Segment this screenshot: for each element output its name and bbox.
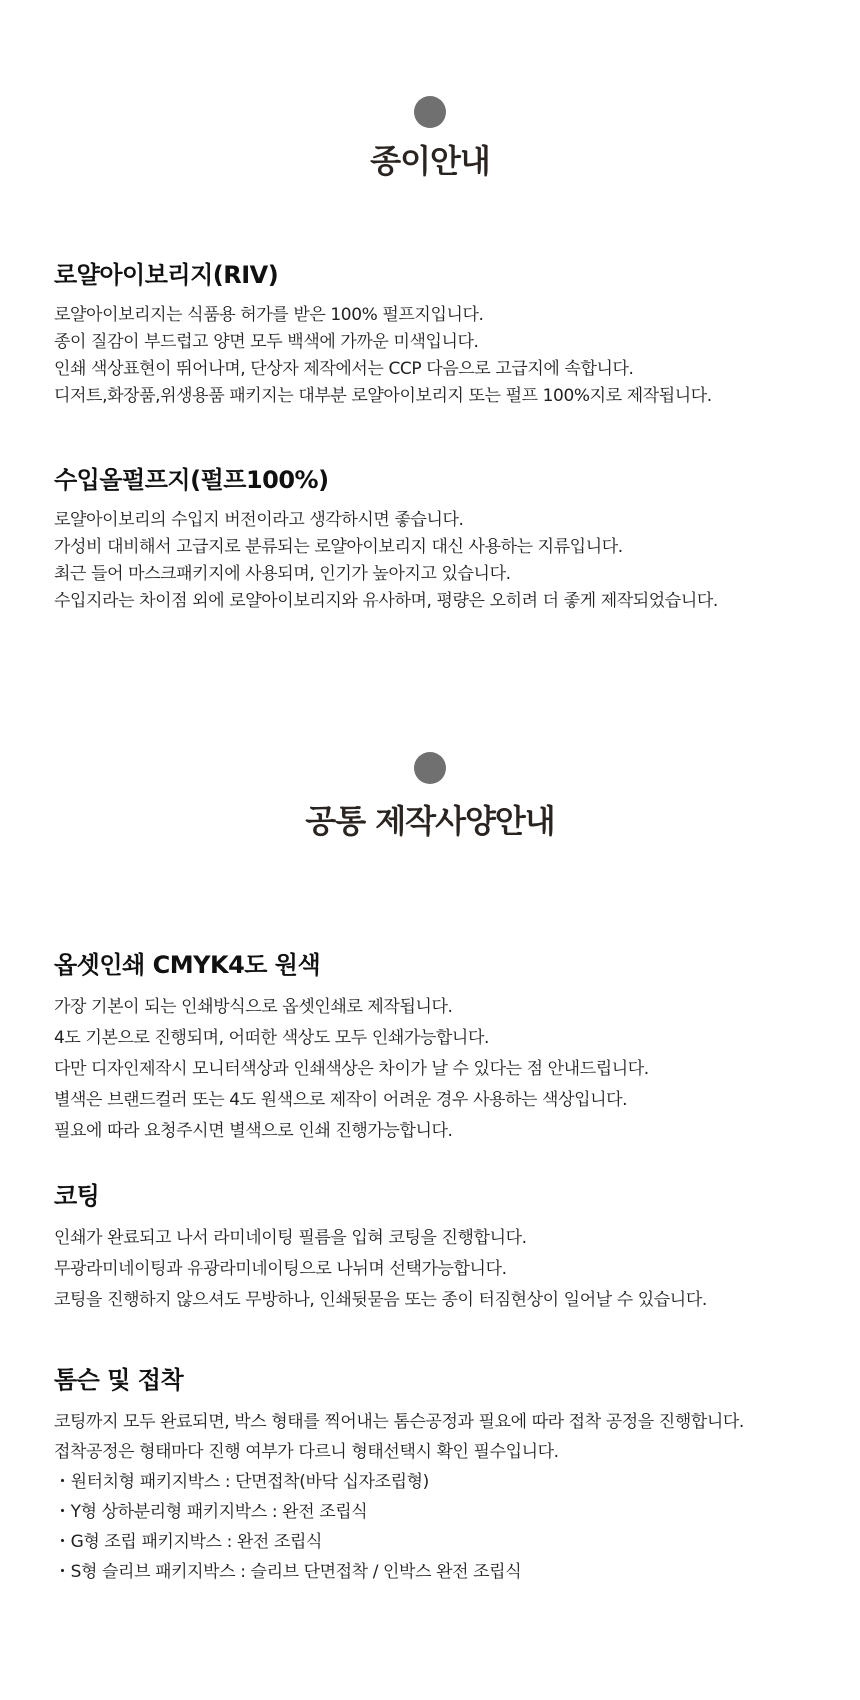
- block-text-line: 코팅까지 모두 완료되면, 박스 형태를 찍어내는 톰슨공정과 필요에 따라 접착 공정을 진행합니다.: [54, 1412, 744, 1432]
- bullet-list-item: ・ Y형 상하분리형 패키지박스 : 완전 조립식: [54, 1497, 844, 1527]
- block-heading: 로얄아이보리지(RIV): [54, 261, 279, 289]
- block-text-line: 필요에 따라 요청주시면 별색으로 인쇄 진행가능합니다.: [54, 1121, 453, 1141]
- section-bullet-dot: [414, 752, 446, 784]
- spec-block-coating: [54, 1176, 844, 1316]
- spec-block-offset-print: [54, 945, 844, 1147]
- block-text-line: 로얄아이보리의 수입지 버전이라고 생각하시면 좋습니다.: [54, 510, 464, 530]
- block-text-line: 인쇄 색상표현이 뛰어나며, 단상자 제작에서는 CCP 다음으로 고급지에 속합니다.: [54, 359, 634, 379]
- block-text-line: 가성비 대비해서 고급지로 분류되는 로얄아이보리지 대신 사용하는 지류입니다.: [54, 537, 623, 557]
- section-bullet-dot: [414, 96, 446, 128]
- block-text-line: 코팅을 진행하지 않으셔도 무방하나, 인쇄뒷묻음 또는 종이 터짐현상이 일어날 수 있습니다.: [54, 1290, 707, 1310]
- block-text-line: 다만 디자인제작시 모니터색상과 인쇄색상은 차이가 날 수 있다는 점 안내드립니다.: [54, 1059, 649, 1079]
- block-text-line: 무광라미네이팅과 유광라미네이팅으로 나뉘며 선택가능합니다.: [54, 1259, 507, 1279]
- bullet-list-item: ・ S형 슬리브 패키지박스 : 슬리브 단면접착 / 인박스 완전 조립식: [54, 1557, 844, 1587]
- block-heading: 옵셋인쇄 CMYK4도 원색: [54, 951, 321, 979]
- block-text-line: 별색은 브랜드컬러 또는 4도 원색으로 제작이 어려운 경우 사용하는 색상입니다.: [54, 1090, 628, 1110]
- spec-block-thomson-glue: [54, 1360, 844, 1587]
- bullet-list-item: ・ 원터치형 패키지박스 : 단면접착(바닥 십자조립형): [54, 1467, 844, 1497]
- block-text-line: 4도 기본으로 진행되며, 어떠한 색상도 모두 인쇄가능합니다.: [54, 1028, 489, 1048]
- block-heading: 톰슨 및 접착: [54, 1366, 184, 1394]
- block-heading: 수입올펄프지(펄프100%): [54, 466, 329, 494]
- block-text-line: 수입지라는 차이점 외에 로얄아이보리지와 유사하며, 평량은 오히려 더 좋게 제작되었습니다.: [54, 591, 718, 611]
- block-text-line: 인쇄가 완료되고 나서 라미네이팅 필름을 입혀 코팅을 진행합니다.: [54, 1228, 527, 1248]
- block-text-line: 디저트,화장품,위생용품 패키지는 대부분 로얄아이보리지 또는 펄프 100%지로 제작됩니다.: [54, 386, 712, 406]
- block-text-line: 접착공정은 형태마다 진행 여부가 다르니 형태선택시 확인 필수입니다.: [54, 1442, 559, 1462]
- block-heading: 코팅: [54, 1182, 100, 1210]
- bullet-list-item: ・ G형 조립 패키지박스 : 완전 조립식: [54, 1527, 844, 1557]
- block-text-line: 최근 들어 마스크패키지에 사용되며, 인기가 높아지고 있습니다.: [54, 564, 511, 584]
- paper-block-riv: [54, 255, 844, 410]
- block-text-line: 종이 질감이 부드럽고 양면 모두 백색에 가까운 미색입니다.: [54, 332, 479, 352]
- block-text-line: 로얄아이보리지는 식품용 허가를 받은 100% 펄프지입니다.: [54, 305, 484, 325]
- section-title-paper-guide: 종이안내: [370, 142, 490, 180]
- section-title-common-spec: 공통 제작사양안내: [305, 802, 555, 840]
- block-text-line: 가장 기본이 되는 인쇄방식으로 옵셋인쇄로 제작됩니다.: [54, 997, 453, 1017]
- paper-block-import-pulp: [54, 460, 844, 615]
